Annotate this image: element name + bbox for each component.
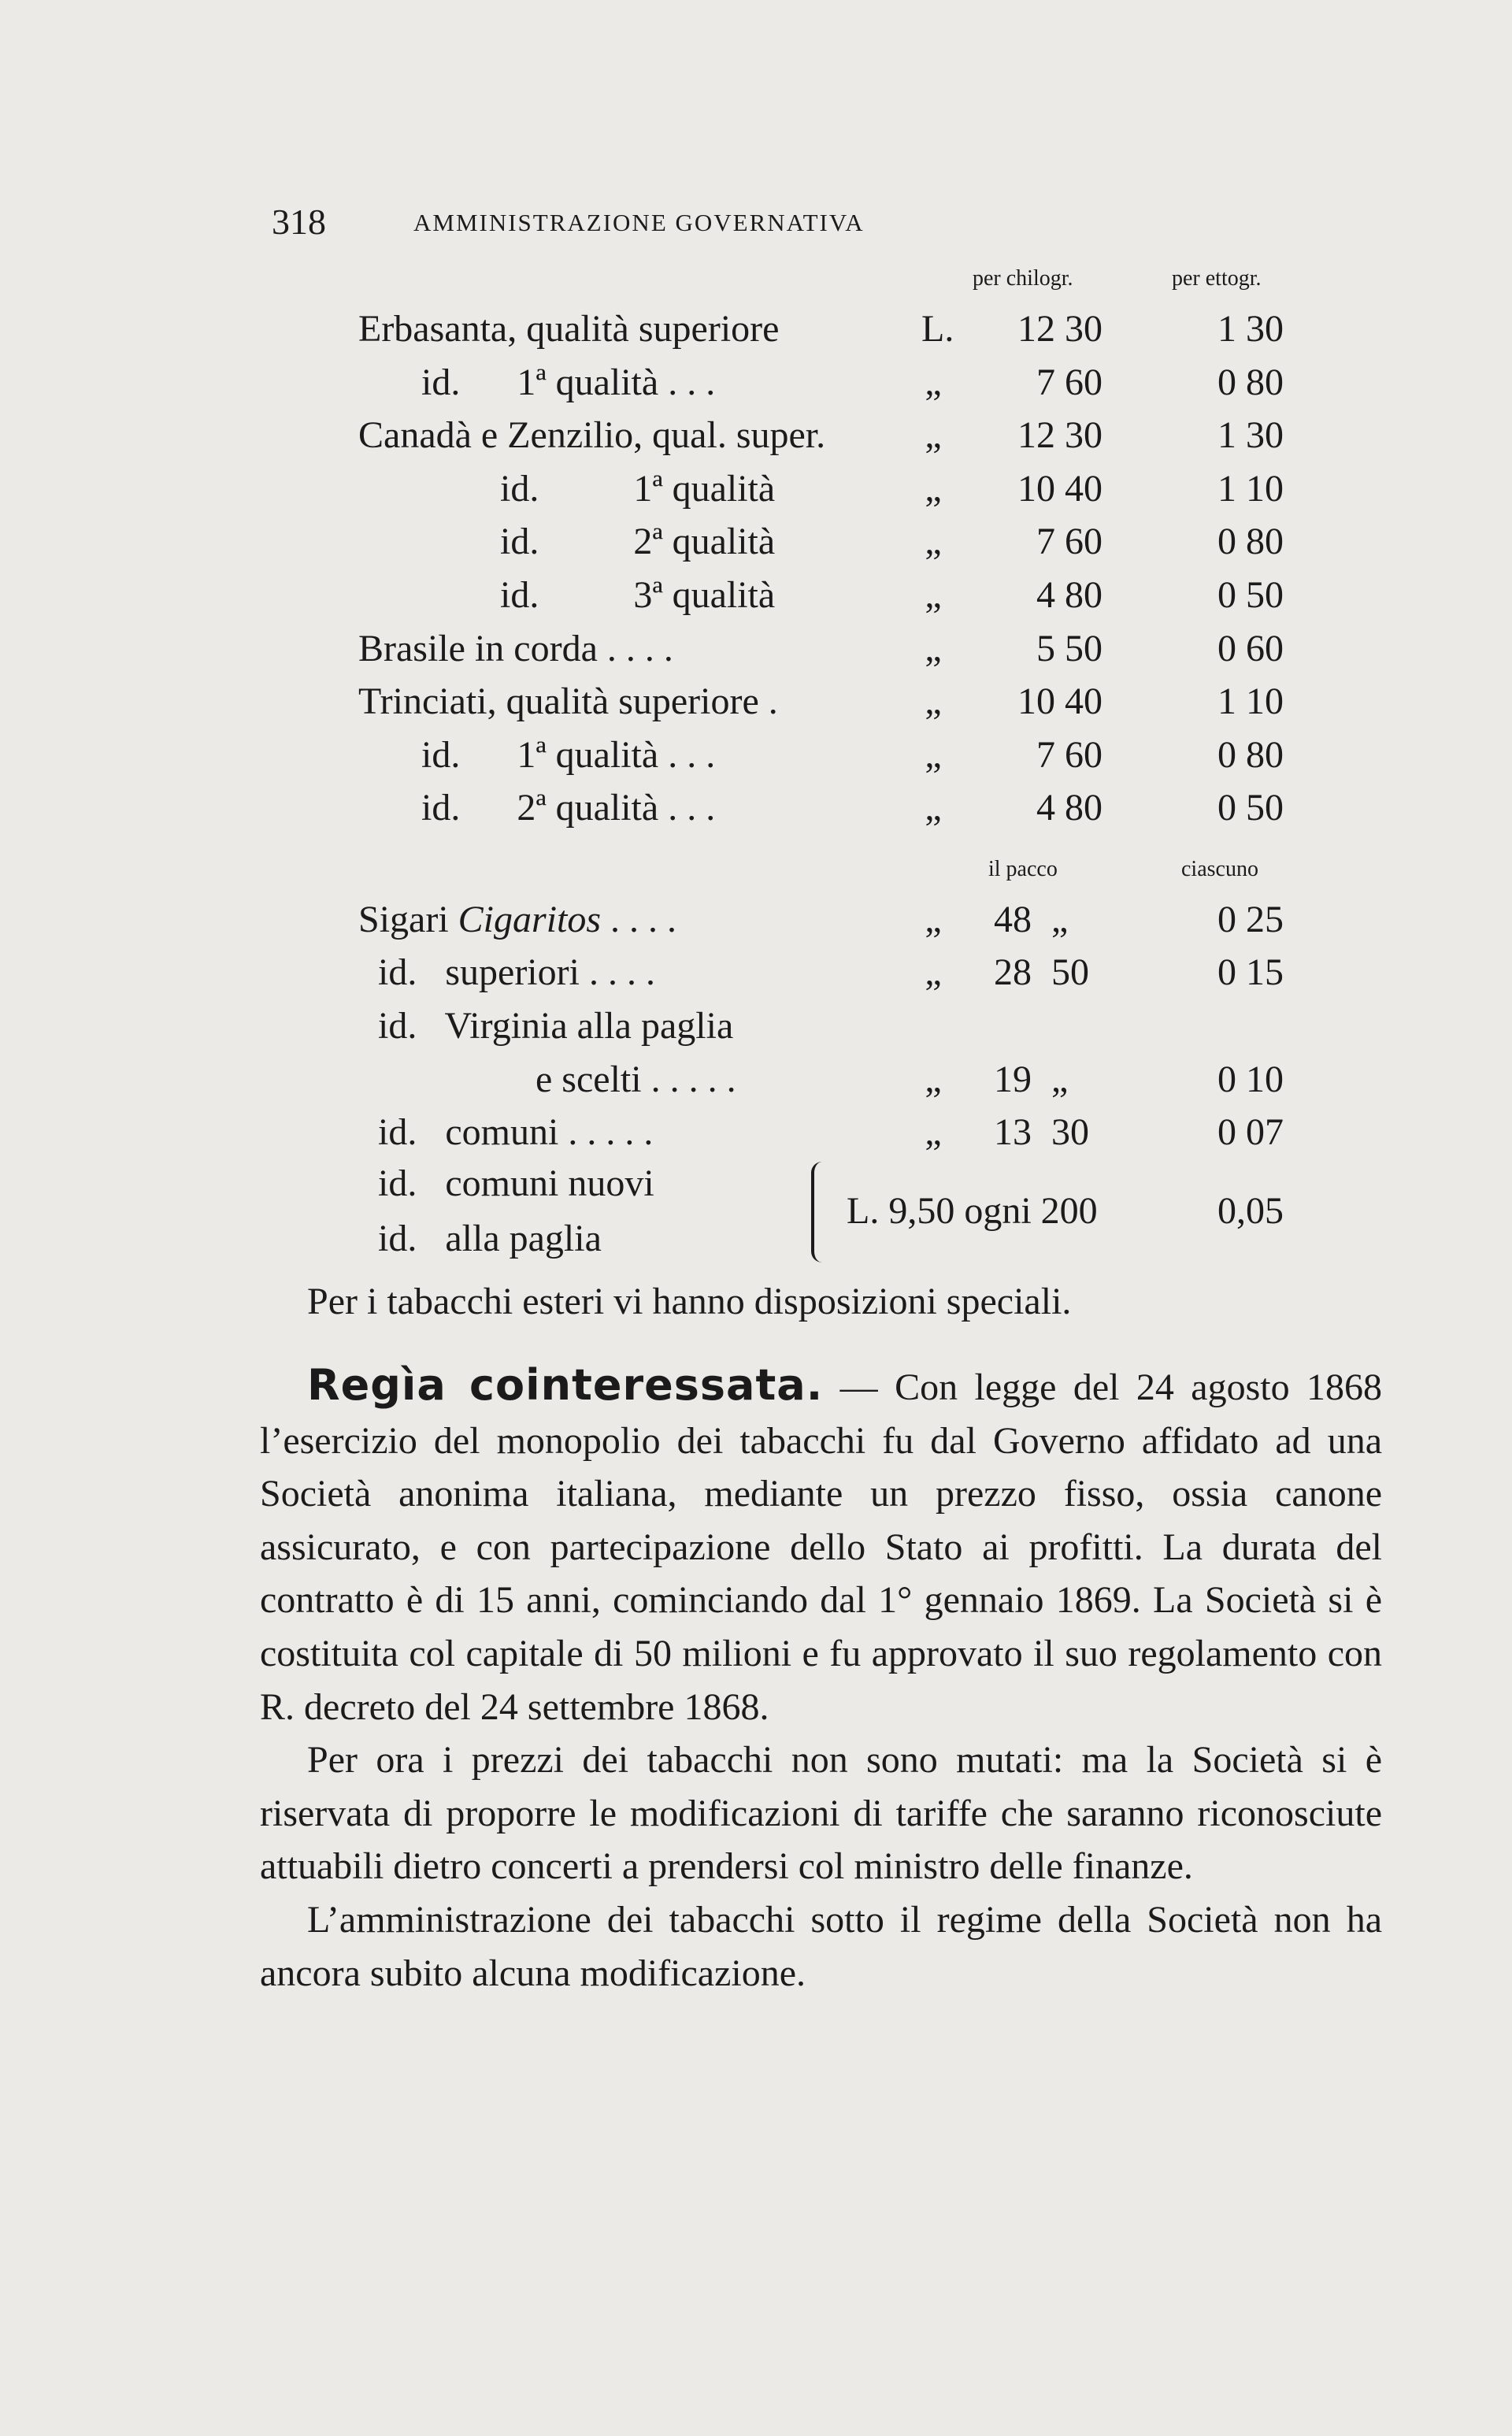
paragraph-1-text: — Con legge del 24 agosto 1868 l’esercizio del monopolio dei tabacchi fu dal Governo affidato ad una Società anonima italiana, mediante un prezzo fisso, ossia canone assicurato, e con partecipazione dello Stato ai profitti. La durata del contratto è di 15 anni, cominciando dal 1° gennaio 1869. La Società si è costituita col capitale di 50 milioni e fu approvato il suo regolamento con R. decreto del 24 settembre 1868. (260, 1366, 1383, 1728)
brace-group-each: 0,05 (1217, 1190, 1284, 1232)
row-label: id. 3ª qualità (500, 574, 776, 616)
row-label-prefix: id. comuni . . . . . (378, 1111, 654, 1153)
column-header-ciascuno: ciascuno (1181, 857, 1258, 881)
row-pack-price-cents: 30 (1051, 1111, 1089, 1153)
row-currency: „ (925, 680, 942, 723)
row-label: id. 2ª qualità . . . (421, 787, 716, 829)
row-label: Trinciati, qualità superiore . (358, 680, 778, 723)
row-each-price: 0 07 (1217, 1111, 1284, 1153)
price-row (0, 680, 1512, 727)
foreign-tobacco-note: Per i tabacchi esteri vi hanno disposizioni speciali. (307, 1281, 1072, 1322)
row-price-hg: 0 60 (1217, 627, 1284, 669)
row-price-kg: 4 80 (1036, 574, 1102, 616)
row-currency: „ (925, 574, 942, 616)
cigar-row (0, 951, 1512, 998)
price-row (0, 786, 1512, 833)
row-pack-price-cents: „ (1051, 1059, 1069, 1100)
section-regia-cointeressata (260, 1359, 1382, 2000)
row-pack-price-cents: 50 (1051, 951, 1089, 993)
row-currency: „ (925, 1059, 942, 1100)
section-title: Regìa cointeressata. (307, 1360, 824, 1410)
row-price-hg: 0 80 (1217, 521, 1284, 563)
row-label: id. 1ª qualità . . . (421, 361, 716, 403)
row-currency: L. (921, 308, 954, 350)
row-price-kg: 7 60 (1036, 361, 1102, 403)
row-label: id. 1ª qualità . . . (421, 733, 716, 776)
row-currency: „ (925, 627, 942, 669)
running-title: AMMINISTRAZIONE GOVERNATIVA (413, 209, 865, 236)
row-price-hg: 0 50 (1217, 787, 1284, 829)
row-currency: „ (925, 899, 942, 940)
row-currency: „ (925, 521, 942, 563)
row-price-hg: 1 10 (1217, 680, 1284, 723)
price-row (0, 467, 1512, 514)
row-currency: „ (925, 467, 942, 510)
column-header-per-chilogr: per chilogr. (973, 266, 1073, 291)
row-pack-price: 48 (994, 899, 1032, 940)
row-label (536, 1058, 736, 1101)
row-label (378, 951, 655, 994)
brace-group-row (0, 1189, 1512, 1237)
row-price-kg: 10 40 (1017, 680, 1102, 723)
paragraph-3: L’amministrazione dei tabacchi sotto il regime della Società non ha ancora subito alcuna modificazione. (260, 1898, 1382, 1994)
row-price-kg: 7 60 (1036, 733, 1102, 776)
row-currency: „ (925, 1111, 942, 1153)
row-currency: „ (925, 951, 942, 993)
row-label-prefix: Sigari (358, 899, 458, 940)
cigar-row (0, 1004, 1512, 1051)
paragraph-1 (260, 1359, 1382, 1733)
price-row (0, 573, 1512, 621)
brace-group-price: L. 9,50 ogni 200 (847, 1190, 1098, 1232)
paragraph-2: Per ora i prezzi dei tabacchi non sono mutati: ma la Società si è riservata di proporre le modificazioni di tariffe che saranno riconosciute attuabili dietro concerti a prendersi col ministro delle finanze. (260, 1739, 1382, 1888)
cigar-row (0, 898, 1512, 945)
row-currency: „ (925, 733, 942, 776)
row-price-kg: 7 60 (1036, 521, 1102, 563)
row-price-hg: 0 50 (1217, 574, 1284, 616)
row-currency: „ (925, 361, 942, 403)
row-label-prefix: id. superiori . . . . (378, 951, 655, 993)
row-label-suffix: . . . . (601, 899, 677, 940)
column-header-per-ettogr: per ettogr. (1172, 266, 1262, 291)
cigar-row (0, 1058, 1512, 1105)
row-price-hg: 1 30 (1217, 308, 1284, 350)
row-price-kg: 5 50 (1036, 627, 1102, 669)
row-currency: „ (925, 787, 942, 829)
row-price-hg: 1 10 (1217, 467, 1284, 510)
row-price-kg: 10 40 (1017, 467, 1102, 510)
row-label: Erbasanta, qualità superiore (358, 308, 780, 350)
row-each-price: 0 25 (1217, 899, 1284, 940)
row-label-prefix: id. Virginia alla paglia (378, 1005, 734, 1047)
price-row (0, 733, 1512, 780)
row-label-prefix: id. comuni nuovi (378, 1162, 654, 1204)
cigar-row (0, 1110, 1512, 1158)
row-price-kg: 4 80 (1036, 787, 1102, 829)
page-number: 318 (272, 202, 326, 242)
row-currency: „ (925, 414, 942, 457)
row-label: Brasile in corda . . . . (358, 627, 673, 669)
price-row (0, 627, 1512, 674)
row-price-hg: 0 80 (1217, 361, 1284, 403)
row-label: id. 2ª qualità (500, 521, 776, 563)
column-header-il-pacco: il pacco (988, 857, 1058, 881)
row-label-prefix: e scelti . . . . . (536, 1059, 736, 1100)
price-row (0, 520, 1512, 567)
row-price-kg: 12 30 (1017, 414, 1102, 457)
row-pack-price: 13 (994, 1111, 1032, 1153)
row-each-price: 0 10 (1217, 1059, 1284, 1100)
row-label-prefix: id. alla paglia (378, 1218, 602, 1259)
row-pack-price: 19 (994, 1059, 1032, 1100)
page-header (272, 201, 1084, 256)
row-price-kg: 12 30 (1017, 308, 1102, 350)
row-label (378, 1004, 733, 1047)
price-row (0, 413, 1512, 461)
row-label-italic: Cigaritos (458, 899, 602, 940)
row-label (358, 898, 676, 941)
row-price-hg: 0 80 (1217, 733, 1284, 776)
row-label: id. 1ª qualità (500, 467, 776, 510)
row-pack-price-cents: „ (1051, 899, 1069, 940)
price-row (0, 307, 1512, 354)
row-label (378, 1110, 653, 1154)
row-pack-price: 28 (994, 951, 1032, 993)
price-row (0, 361, 1512, 408)
row-each-price: 0 15 (1217, 951, 1284, 993)
row-price-hg: 1 30 (1217, 414, 1284, 457)
row-label: Canadà e Zenzilio, qual. super. (358, 414, 826, 457)
